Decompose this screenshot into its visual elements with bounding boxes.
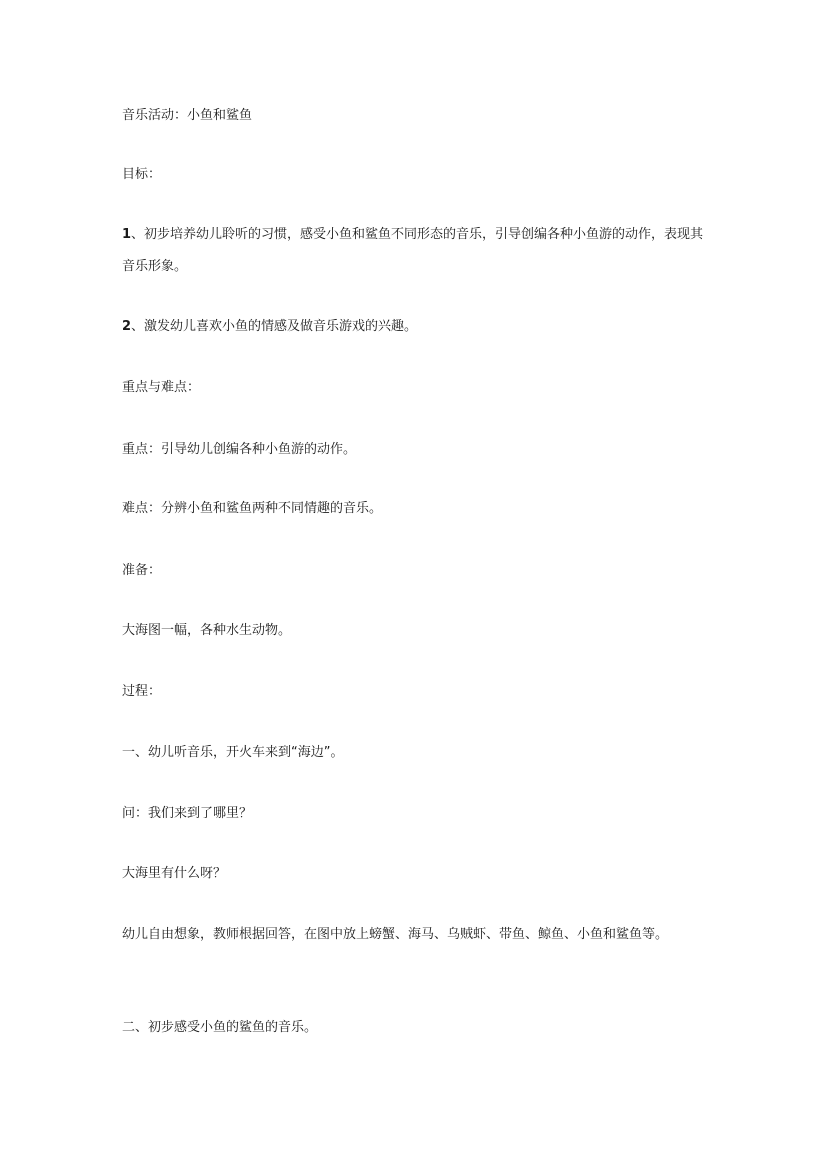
goal-item-1-text: 、初步培养幼儿聆听的习惯，感受小鱼和鲨鱼不同形态的音乐，引导创编各种小鱼游的动作，表现其音乐形象。 <box>122 227 704 274</box>
preparation-heading: 准备： <box>122 563 162 578</box>
process-heading: 过程： <box>122 684 162 699</box>
goal-item-1 <box>122 219 712 283</box>
document-title: 音乐活动：小鱼和鲨鱼 <box>122 108 253 123</box>
process-step-2: 二、初步感受小鱼的鲨鱼的音乐。 <box>122 1020 318 1035</box>
goal-item-2-text: 、激发幼儿喜欢小鱼的情感及做音乐游戏的兴趣。 <box>131 319 418 334</box>
answer-paragraph: 幼儿自由想象，教师根据回答，在图中放上螃蟹、海马、乌贼虾、带鱼、鲸鱼、小鱼和鲨鱼等。 <box>122 927 669 942</box>
question-2: 大海里有什么呀？ <box>122 866 227 881</box>
goal-heading: 目标： <box>122 167 162 182</box>
goal-item-2 <box>122 311 717 343</box>
key-points-heading: 重点与难点： <box>122 380 201 395</box>
goal-item-2-number: 2 <box>122 319 132 334</box>
goal-item-1-number: 1 <box>122 227 132 242</box>
preparation-text: 大海图一幅，各种水生动物。 <box>122 623 292 638</box>
question-1: 问：我们来到了哪里？ <box>122 806 253 821</box>
key-point: 重点：引导幼儿创编各种小鱼游的动作。 <box>122 442 357 457</box>
process-step-1: 一、幼儿听音乐，开火车来到“海边”。 <box>122 745 344 760</box>
difficult-point: 难点：分辨小鱼和鲨鱼两种不同情趣的音乐。 <box>122 501 383 516</box>
